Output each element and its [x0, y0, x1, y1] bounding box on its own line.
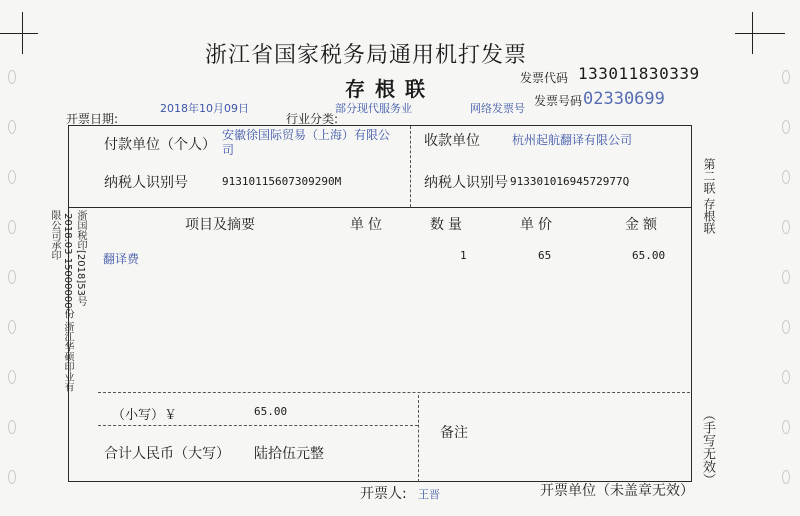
item-qty: 1	[460, 249, 467, 262]
total-big-label: 合计人民币（大写）	[104, 446, 230, 462]
payer-tax-id: 91310115607309290M	[222, 175, 342, 188]
handwrite-invalid-note: （手写无效）	[700, 408, 715, 486]
industry-label: 行业分类:	[286, 112, 339, 126]
items-header-qty: 数量	[430, 217, 466, 233]
totals-divider-mid	[98, 425, 418, 426]
item-amount: 65.00	[632, 249, 666, 262]
payer-name-line1: 安徽徐国际贸易（上海）有限公	[222, 128, 391, 142]
parties-divider	[410, 126, 411, 207]
items-header-unit: 单位	[350, 217, 386, 233]
item-price: 65	[538, 249, 552, 262]
payee-tax-label: 纳税人识别号	[424, 175, 508, 191]
totals-divider-top	[98, 392, 690, 393]
remark-label: 备注	[440, 425, 468, 441]
invoice-code-label: 发票代码	[520, 71, 569, 85]
remark-divider	[418, 395, 419, 482]
issuing-unit-label: 开票单位（未盖章无效）	[540, 483, 694, 499]
network-invoice-label: 网络发票号	[470, 102, 525, 115]
payee-tax-id: 91330101694572977Q	[510, 175, 630, 188]
printer-note: 浙国税印[2018]53号·2018.03·15000000份 浙江华硕印业有限公司承印	[49, 210, 86, 392]
payer-tax-label: 纳税人识别号	[104, 175, 188, 191]
invoice-subtitle: 存根联	[345, 77, 435, 101]
invoice-no-label: 发票号码	[534, 94, 583, 108]
parties-separator	[68, 207, 692, 208]
payee-label: 收款单位	[424, 133, 480, 149]
payer-name-line2: 司	[222, 143, 235, 157]
invoice-no-printed: 02330699	[583, 89, 665, 109]
copy-label: 第二联 存根联	[702, 158, 716, 234]
issue-date: 2018年10月09日	[160, 102, 249, 115]
total-small-label: （小写）￥	[112, 408, 178, 423]
invoice-title: 浙江省国家税务局通用机打发票	[205, 43, 528, 68]
industry-value: 部分现代服务业	[335, 102, 412, 115]
payer-label: 付款单位（个人）	[104, 137, 216, 153]
issue-date-label: 开票日期:	[66, 112, 119, 126]
items-header-name: 项目及摘要	[185, 217, 255, 233]
issuer-name: 王晋	[418, 488, 440, 501]
item-name: 翻译费	[103, 252, 140, 266]
payee-name: 杭州起航翻译有限公司	[512, 133, 633, 147]
invoice-code: 133011830339	[578, 64, 700, 83]
issuer-label: 开票人:	[360, 486, 407, 502]
items-header-amount: 金额	[625, 217, 661, 233]
total-big-value: 陆拾伍元整	[254, 446, 324, 462]
items-header-price: 单价	[520, 217, 556, 233]
total-small-value: 65.00	[254, 405, 288, 418]
